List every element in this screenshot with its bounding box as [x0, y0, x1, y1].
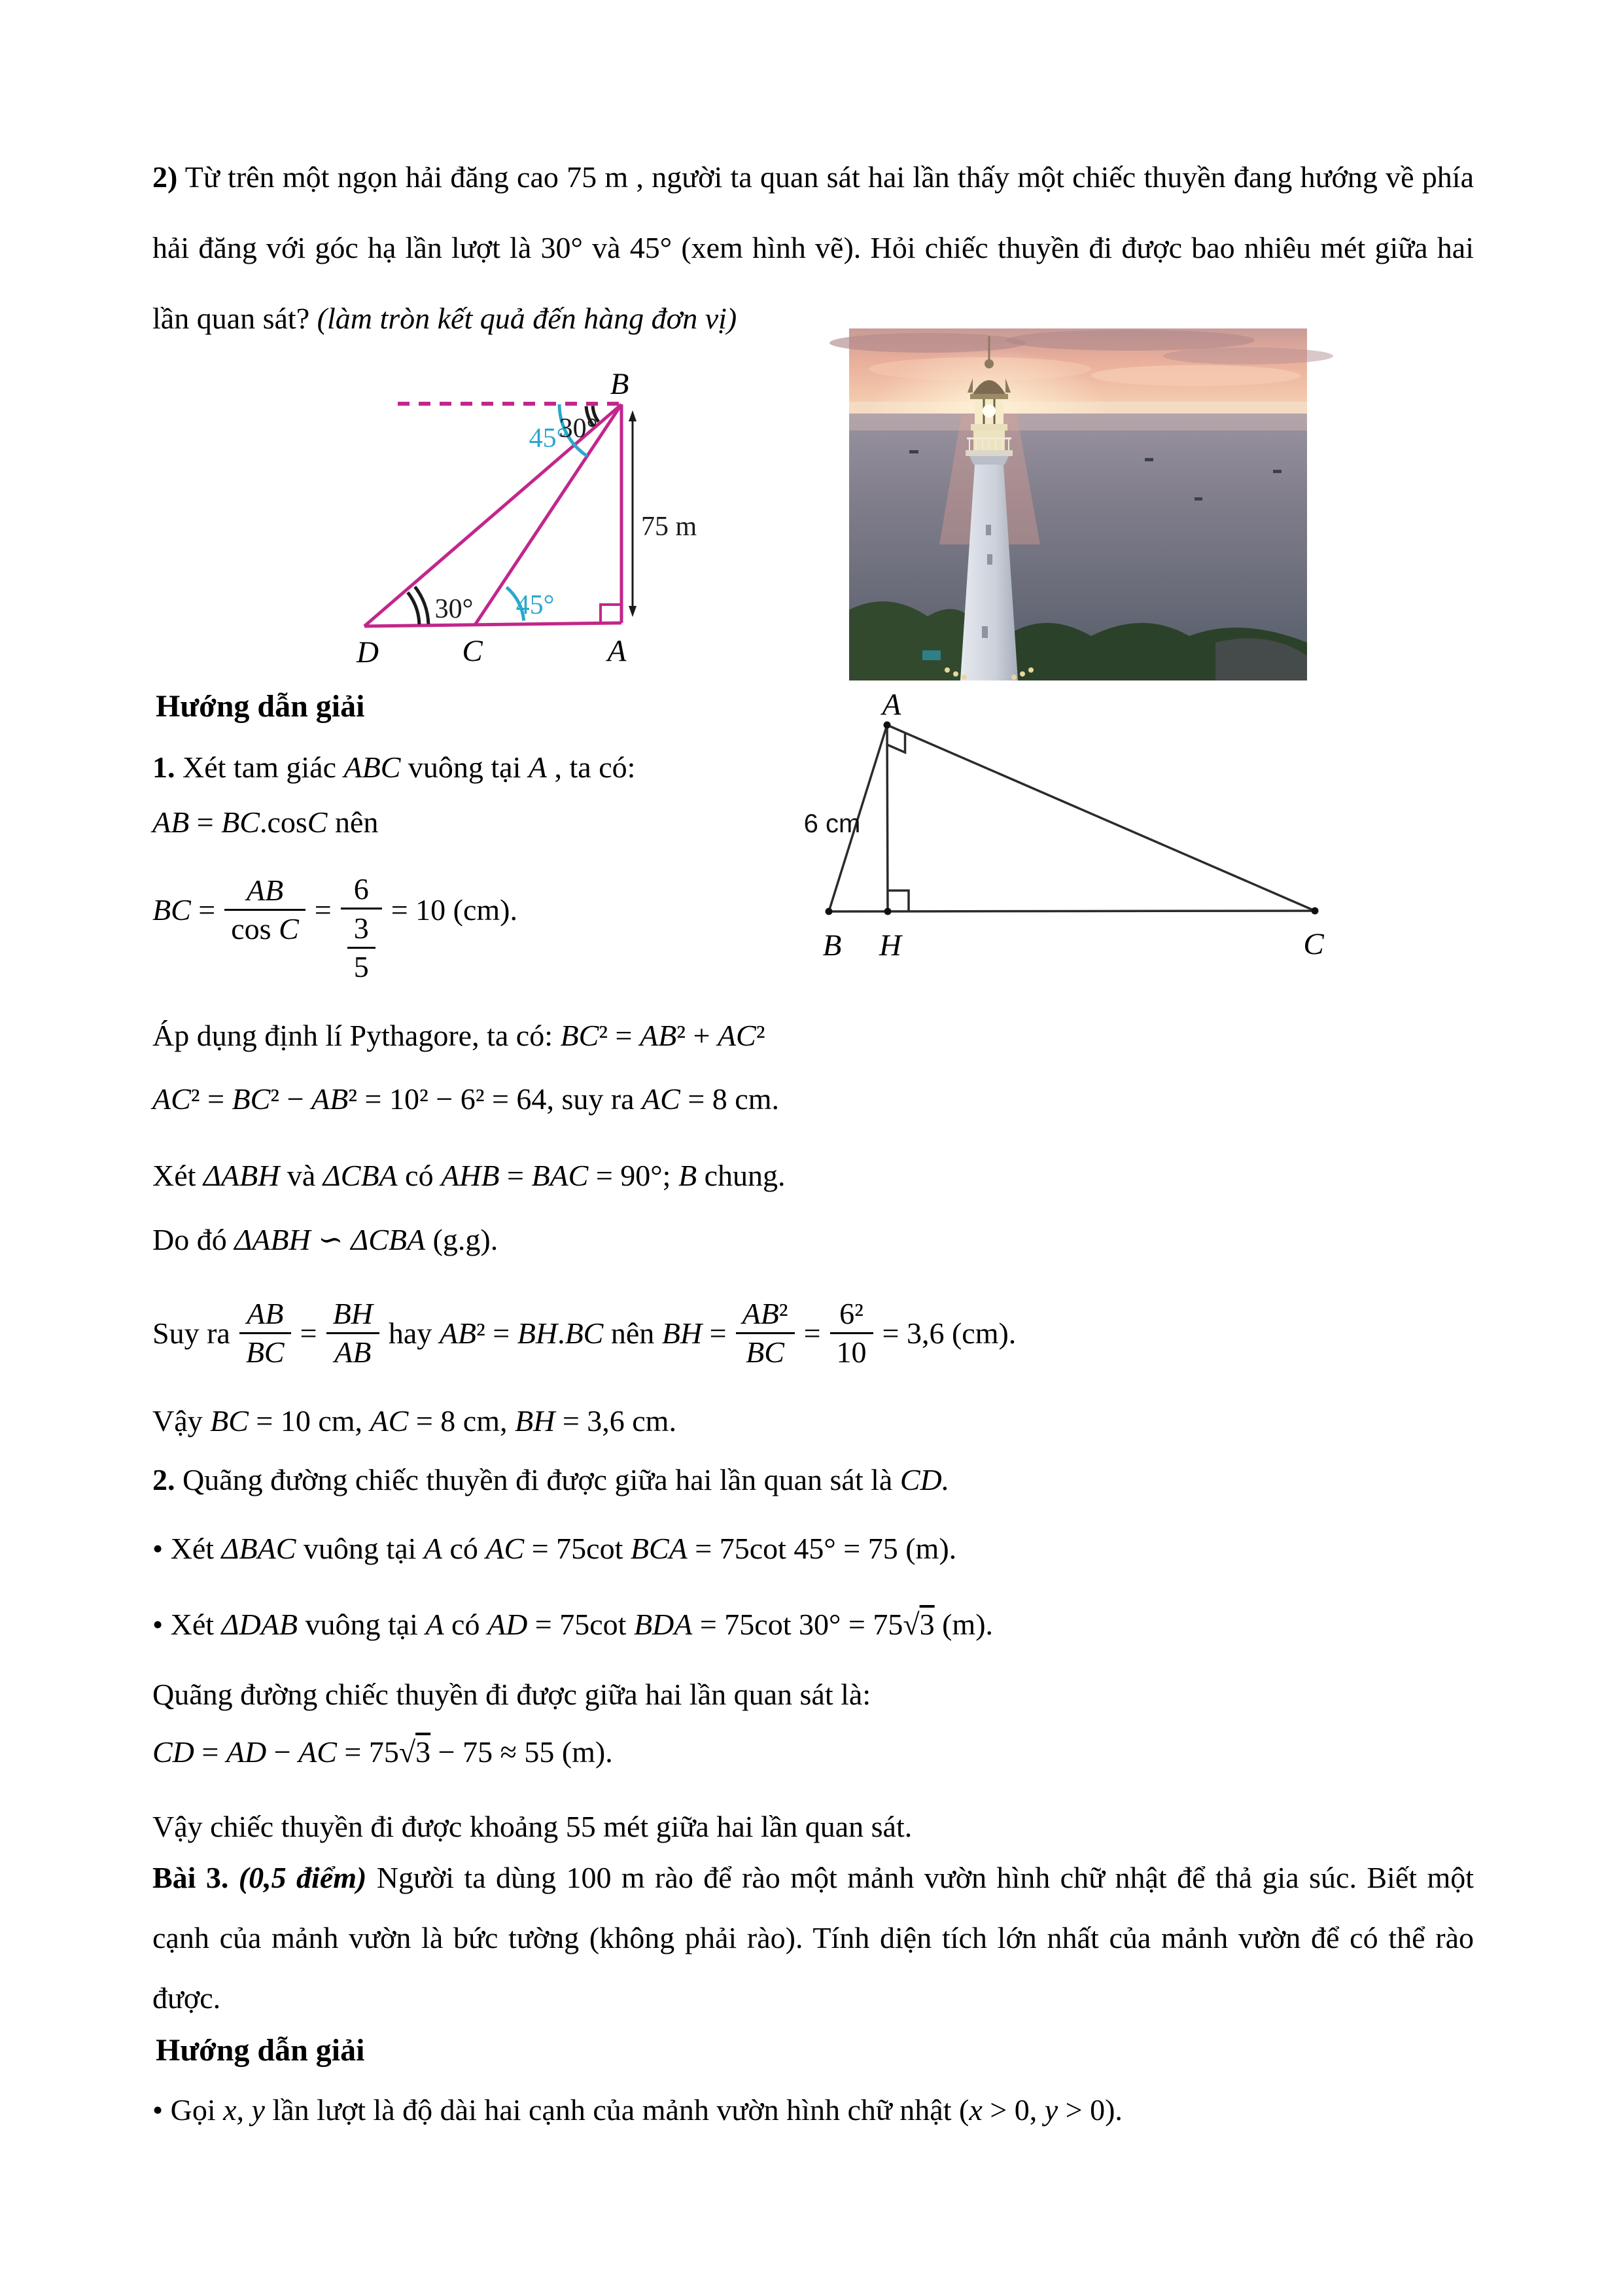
- angle-label-b30: 30°: [559, 414, 598, 444]
- teal-structure: [922, 650, 941, 660]
- formula-bc: BC = $\frac{AB}{\text{cos C}}$ = $\frac{6}{\frac{3}{5}}$ = 10 (cm).: [152, 870, 517, 949]
- right-angle-mark-h: [888, 891, 909, 911]
- vertex-dot-a: [884, 722, 891, 729]
- vertex-dot-c: [1312, 908, 1319, 915]
- gallery-platform: [966, 450, 1013, 456]
- problem-2-paragraph: 2) Từ trên một ngọn hải đăng cao 75 m , người ta quan sát hai lần thấy một chiếc thuyền đang hướng về phía hải đăng với góc hạ lần lượt là 30° và 45° (xem hình vẽ). Hỏi chiếc thuyền đi được bao nhiêu mét giữa hai lần quan sát? (làm tròn kết quả đến hàng đơn vị): [152, 160, 1474, 335]
- vertex-label-a: A: [607, 634, 627, 668]
- angle-label-d30: 30°: [434, 594, 474, 624]
- xet-line: Xét ΔABH và ΔCBA có AHB = BAC = 90°; B chung.: [152, 1159, 786, 1192]
- formula-bh: Suy ra $\frac{AB}{BC}$ = $\frac{BH}{AB}$ hay AB² = BH.BC nên BH = $\frac{\text{AB²}}{BC}$ = $\frac{\text{6²}}{10}$ = 3,6 (cm).: [152, 1294, 1016, 1372]
- figure-lighthouse-diagram: [327, 353, 733, 680]
- beacon-light: [983, 404, 996, 417]
- pythagore-line: Áp dụng định lí Pythagore, ta có: BC² = AB² + AC²: [152, 1019, 765, 1052]
- distance-intro-line: Quãng đường chiếc thuyền đi được giữa hai lần quan sát là:: [152, 1678, 871, 1711]
- sol2-heading-line: 2. Quãng đường chiếc thuyền đi được giữa hai lần quan sát là CD.: [152, 1463, 950, 1496]
- altitude-ah: [887, 725, 888, 911]
- dome-finial: [985, 359, 994, 368]
- fraction-3-5: $\frac{3}{5}$: [347, 910, 375, 985]
- dodo-line: Do đó ΔABH ∽ ΔCBA (g.g).: [152, 1223, 498, 1256]
- angle-label-b45: 45°: [529, 423, 568, 453]
- side-label-6cm: 6 cm: [803, 809, 861, 838]
- right-angle-mark-a2: [887, 733, 905, 752]
- fraction-ab2-bc: $\frac{\text{AB²}}{BC}$: [736, 1296, 795, 1371]
- vertex-label-b: B: [610, 367, 629, 401]
- vertex-dot-h: [884, 908, 892, 915]
- vertex-label-d: D: [357, 635, 379, 669]
- tower-window: [986, 525, 991, 535]
- arrowhead-down: [629, 606, 637, 617]
- fraction-ab-bc: $\frac{AB}{BC}$: [239, 1296, 291, 1371]
- arrowhead-up: [629, 410, 637, 421]
- bullet-bac: • Xét ΔBAC vuông tại A có AC = 75cot BCA = 75cot 45° = 75 (m).: [152, 1532, 957, 1565]
- edge-ac2: [887, 725, 1315, 911]
- watch-deck: [971, 424, 1007, 431]
- boat: [1273, 470, 1282, 473]
- tower-window: [982, 626, 988, 638]
- height-label: 75 m: [641, 512, 697, 542]
- vertex-label-b2: B: [822, 928, 842, 963]
- lantern-cornice: [970, 394, 1008, 399]
- vertex-label-h2: H: [879, 928, 901, 963]
- fraction-62-10: $\frac{\text{6²}}{10}$: [830, 1296, 873, 1371]
- angle-label-c45: 45°: [515, 590, 555, 620]
- cd-formula-line: CD = AD − AC = 75√3 − 75 ≈ 55 (m).: [152, 1735, 613, 1769]
- vay-line-2: Vậy chiếc thuyền đi được khoảng 55 mét giữa hai lần quan sát.: [152, 1810, 913, 1843]
- sea-horizon-light: [849, 414, 1307, 431]
- edge-da: [364, 623, 621, 626]
- boat: [1195, 497, 1202, 501]
- cloud: [1091, 365, 1300, 386]
- figure-triangle-abh: [805, 680, 1341, 968]
- vay-line-1: Vậy BC = 10 cm, AC = 8 cm, BH = 3,6 cm.: [152, 1404, 676, 1438]
- cloud: [1163, 347, 1333, 364]
- ac-line: AC² = BC² − AB² = 10² − 6² = 64, suy ra AC = 8 cm.: [152, 1082, 779, 1116]
- arc-30-at-d-1: [408, 592, 419, 624]
- fraction-6-over-3-5: $\frac{6}{\frac{3}{5}}$: [341, 871, 382, 986]
- tower-corbel: [969, 456, 1009, 465]
- sol1-line-1: 1. Xét tam giác ABC vuông tại A , ta có:: [152, 751, 636, 784]
- vertex-dot-b: [826, 908, 833, 915]
- tower-window: [987, 554, 992, 565]
- vertex-label-c: C: [462, 634, 483, 668]
- right-angle-mark-a: [601, 605, 621, 623]
- sol1-line-2: AB = BC.cosC nên: [152, 805, 379, 839]
- bullet-dab: • Xét ΔDAB vuông tại A có AD = 75cot BDA = 75cot 30° = 75√3 (m).: [152, 1608, 994, 1641]
- vertex-label-c2: C: [1303, 927, 1324, 961]
- fraction-bh-ab: $\frac{BH}{AB}$: [326, 1296, 379, 1371]
- solution-heading-1: Hướng dẫn giải: [156, 689, 365, 724]
- boat: [909, 450, 918, 453]
- gallery-balusters: [969, 438, 1009, 450]
- solution-heading-2: Hướng dẫn giải: [156, 2033, 365, 2068]
- boat: [1145, 458, 1153, 461]
- photo-lighthouse: [849, 328, 1307, 680]
- bullet-goi-xy: • Gọi x, y lần lượt là độ dài hai cạnh của mảnh vườn hình chữ nhật (x > 0, y > 0).: [152, 2093, 1123, 2127]
- problem-3-paragraph: Bài 3. (0,5 điểm) Người ta dùng 100 m rào để rào một mảnh vườn hình chữ nhật để thả gia súc. Biết một cạnh của mảnh vườn là bức tường (không phải rào). Tính diện tích lớn nhất của mảnh vườn để có thể rào được.: [152, 1861, 1474, 2015]
- fraction-ab-cosc: $\frac{AB}{\text{cos C}}$: [224, 872, 305, 947]
- vertex-label-a2: A: [882, 688, 901, 722]
- cloud: [1006, 330, 1255, 351]
